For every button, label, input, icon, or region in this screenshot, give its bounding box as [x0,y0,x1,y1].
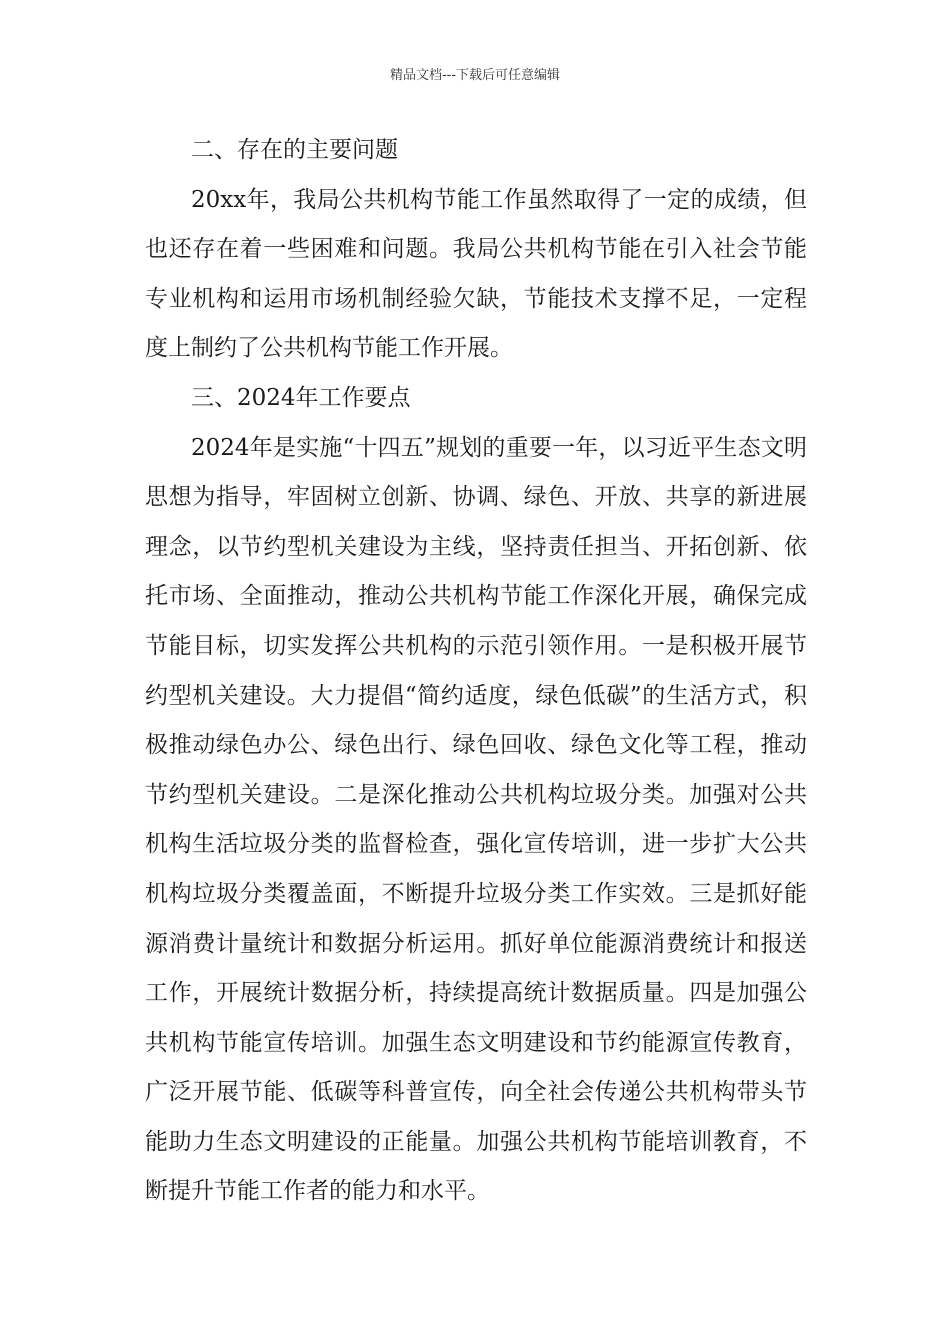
section-heading-problems: 二、存在的主要问题 [191,137,398,163]
section-heading-work-points: 三、2024年工作要点 [191,384,411,411]
paragraph-work-points: 2024年是实施“十四五”规划的重要一年，以习近平生态文明思想为指导，牢固树立创新、协调、绿色、开放、共享的新进展理念，以节约型机关建设为主线，坚持责任担当、开拓创新、依托市场、全面推动，推动公共机构节能工作深化开展，确保完成节能目标，切实发挥公共机构的示范引领作用。一是积极开展节约型机关建设。大力提倡“简约适度，绿色低碳”的生活方式，积极推动绿色办公、绿色出行、绿色回收、绿色文化等工程，推动节约型机关建设。二是深化推动公共机构垃圾分类。加强对公共机构生活垃圾分类的监督检查，强化宣传培训，进一步扩大公共机构垃圾分类覆盖面，不断提升垃圾分类工作实效。三是抓好能源消费计量统计和数据分析运用。抓好单位能源消费统计和报送工作，开展统计数据分析，持续提高统计数据质量。四是加强公共机构节能宣传培训。加强生态文明建设和节约能源宣传教育，广泛开展节能、低碳等科普宣传，向全社会传递公共机构带头节能助力生态文明建设的正能量。加强公共机构节能培训教育，不断提升节能工作者的能力和水平。 [145,434,807,1205]
page-header: 精品文档---下载后可任意编辑 [389,68,561,83]
document-body [145,126,807,1217]
paragraph-problems: 20xx年，我局公共机构节能工作虽然取得了一定的成绩，但也还存在着一些困难和问题。我局公共机构节能在引入社会节能专业机构和运用市场机制经验欠缺，节能技术支撑不足，一定程度上制约了公共机构节能工作开展。 [145,186,807,362]
